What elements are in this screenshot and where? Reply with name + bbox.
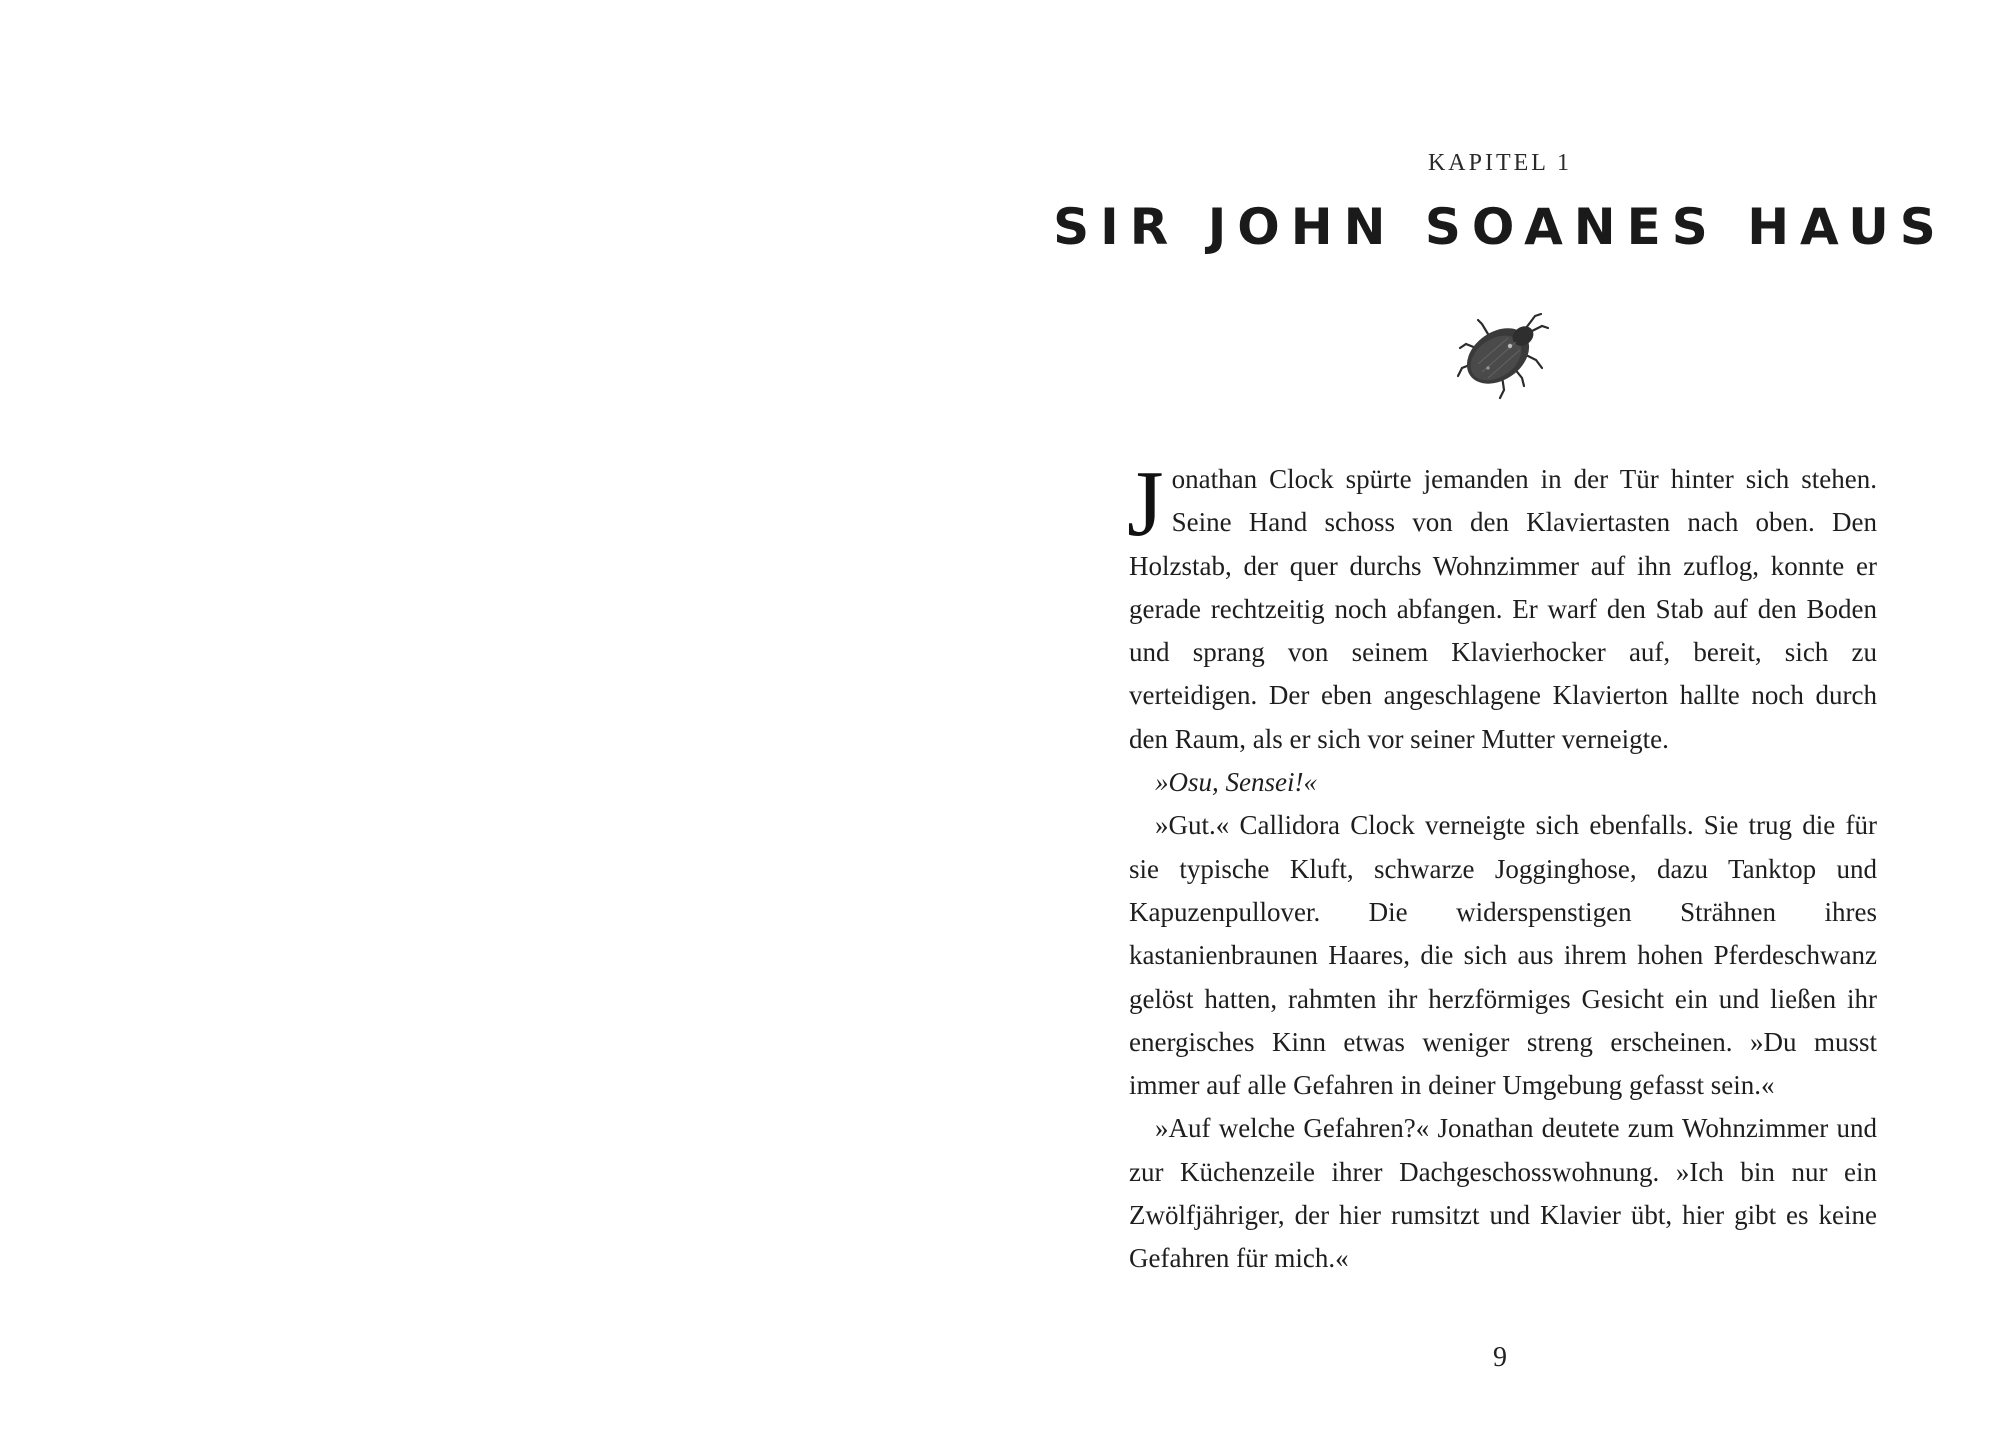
chapter-text [1127,452,1877,1281]
paragraph-4: »Auf welche Gefahren?« Jonathan deutete zum Wohnzimmer und zur Küchenzeile ihrer Dachgeschosswohnung. »Ich bin nur ein Zwölfjähriger, der hier rumsitzt und Klavier übt, hier gibt es keine Gefahren für mich.« [1129,1113,1877,1274]
drop-cap: J [1127,452,1164,556]
paragraph-3: »Gut.« Callidora Clock verneigte sich ebenfalls. Sie trug die für sie typische Kluft, schwarze Jogginghose, dazu Tanktop und Kapuzenpullover. Die widerspenstigen Strähnen ihres kastanienbraunen Haares, die sich aus ihrem hohen Pferdeschwanz gelöst hatten, rahmten ihr herzförmiges Gesicht ein und ließen ihr energisches Kinn etwas weniger streng erscheinen. »Du musst immer auf alle Gefahren in deiner Umgebung gefasst sein.« [1129,810,1877,1101]
paragraph-1-text: onathan Clock spürte jemanden in der Tür hinter sich stehen. Seine Hand schoss von den Klaviertasten nach oben. Den Holzstab, der quer durchs Wohnzimmer auf ihn zuflog, konnte er gerade rechtzeitig noch abfangen. Er warf den Stab auf den Boden und sprang von seinem Klavierhocker auf, bereit, sich zu verteidigen. Der eben angeschlagene Klavierton hallte noch durch den Raum, als er sich vor seiner Mutter verneigte. [1129,464,1877,754]
page-number: 9 [1493,1342,1507,1373]
chapter-title: SIR JOHN SOANES HAUS [1053,198,1947,256]
paragraph-2-text: »Osu, Sensei!« [1155,767,1317,798]
beetle-icon [1438,298,1558,410]
paragraph-1 [1127,452,1877,761]
paragraph-2 [1129,761,1877,804]
chapter-label: KAPITEL 1 [1427,150,1573,176]
